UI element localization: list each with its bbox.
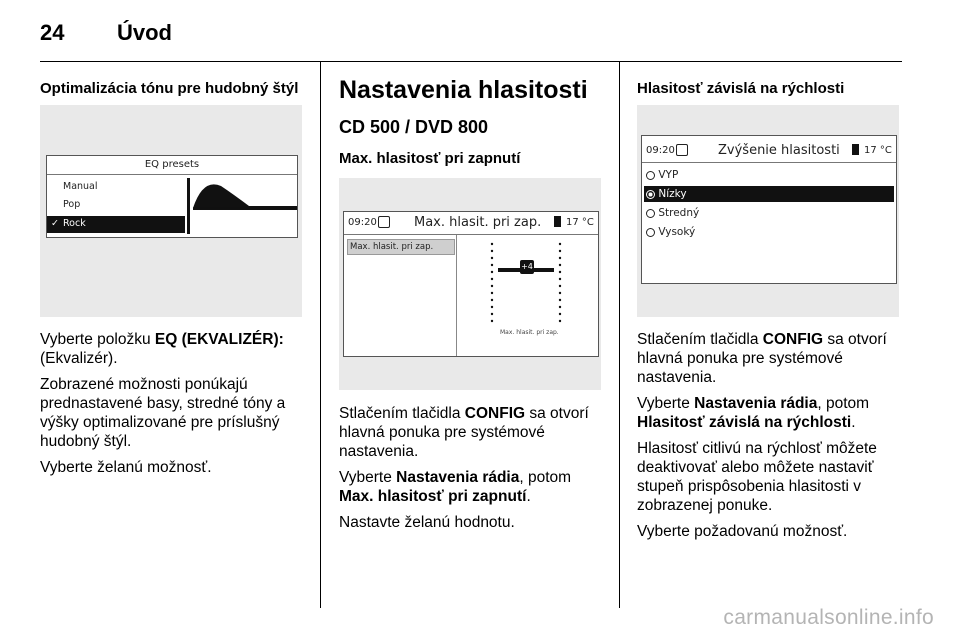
phone-status-icon	[676, 144, 688, 156]
max-volume-figure	[339, 178, 601, 390]
speed-volume-body-text	[637, 330, 905, 548]
max-volume-screen	[343, 211, 599, 357]
cd-dvd-subheading: CD 500 / DVD 800	[339, 117, 489, 137]
max-volume-body-text	[339, 404, 609, 539]
temperature: 17 °C	[864, 145, 892, 156]
thermometer-icon	[554, 216, 561, 227]
eq-paragraph-3: Vyberte želanú možnosť.	[40, 459, 212, 476]
radio-selected-icon	[646, 190, 655, 199]
clock-time: 09:20	[646, 145, 675, 156]
option-high[interactable]: Vysoký	[646, 224, 890, 240]
speed-volume-screen-title: Zvýšenie hlasitosti	[718, 143, 840, 158]
speed-volume-figure	[637, 105, 899, 317]
volume-value-badge: +4	[520, 260, 534, 274]
option-off[interactable]: VYP	[646, 167, 890, 183]
screen-split	[456, 235, 457, 356]
eq-presets-screen	[46, 155, 298, 238]
check-icon: ✓	[51, 218, 59, 229]
menu-item-max-volume[interactable]: Max. hlasit. pri zap.	[347, 239, 455, 255]
eq-scrollbar[interactable]	[187, 178, 190, 234]
eq-screen-rule	[47, 174, 297, 175]
page-number: 24	[40, 20, 65, 45]
eq-figure	[40, 105, 302, 317]
slider-caption: Max. hlasit. pri zap.	[500, 329, 559, 336]
radio-icon	[646, 171, 655, 180]
eq-body-text	[40, 330, 308, 484]
option-medium[interactable]: Stredný	[646, 205, 890, 221]
eq-item-rock-label: Rock	[63, 218, 86, 229]
page-title: Úvod	[117, 20, 172, 45]
eq-paragraph-2: Zobrazené možnosti ponúkajú prednastavené basy, stredné tóny a výšky optimalizované pre príslušný hudobný štýl.	[40, 376, 286, 450]
speed-volume-paragraph-4: Vyberte požadovanú možnosť.	[637, 523, 848, 540]
max-volume-paragraph-1: Stlačením tlačidla CONFIG sa otvorí hlavná ponuka pre systémové nastavenia.	[339, 405, 589, 460]
clock-time: 09:20	[348, 217, 377, 228]
eq-screen-title: EQ presets	[144, 159, 200, 170]
max-volume-subheading: Max. hlasitosť pri zapnutí	[339, 150, 521, 167]
eq-item-manual[interactable]: Manual	[63, 181, 98, 192]
speed-volume-screen	[641, 135, 897, 284]
column-divider-1	[320, 62, 321, 608]
watermark: carmanualsonline.info	[723, 606, 934, 629]
eq-item-rock-selected[interactable]	[47, 216, 185, 233]
screen-rule	[344, 234, 598, 235]
eq-section-heading: Optimalizácia tónu pre hudobný štýl	[40, 80, 299, 97]
max-volume-paragraph-2: Vyberte Nastavenia rádia, potom Max. hlasitosť pri zapnutí.	[339, 469, 572, 505]
volume-settings-heading: Nastavenia hlasitosti	[339, 76, 588, 104]
max-volume-paragraph-3: Nastavte želanú hodnotu.	[339, 514, 515, 531]
temperature: 17 °C	[566, 217, 594, 228]
eq-curve-graphic	[193, 176, 297, 236]
phone-status-icon	[378, 216, 390, 228]
radio-icon	[646, 209, 655, 218]
speed-volume-heading: Hlasitosť závislá na rýchlosti	[637, 80, 845, 97]
radio-icon	[646, 228, 655, 237]
screen-rule	[642, 162, 896, 163]
header-divider	[40, 61, 902, 62]
column-divider-2	[619, 62, 620, 608]
eq-paragraph-1: Vyberte položku EQ (EKVALIZÉR): (Ekvalizér).	[40, 331, 284, 367]
speed-volume-paragraph-1: Stlačením tlačidla CONFIG sa otvorí hlavná ponuka pre systémové nastavenia.	[637, 331, 887, 386]
max-volume-screen-title: Max. hlasit. pri zap.	[414, 215, 542, 230]
thermometer-icon	[852, 144, 859, 155]
speed-volume-paragraph-2: Vyberte Nastavenia rádia, potom Hlasitosť závislá na rýchlosti.	[637, 395, 870, 431]
option-low-selected[interactable]: Nízky	[644, 186, 894, 202]
speed-volume-paragraph-3: Hlasitosť citlivú na rýchlosť môžete deaktivovať alebo môžete nastaviť stupeň prispôsobenia hlasitosti v zobrazenej ponuke.	[637, 440, 877, 514]
eq-item-pop[interactable]: Pop	[63, 199, 81, 210]
